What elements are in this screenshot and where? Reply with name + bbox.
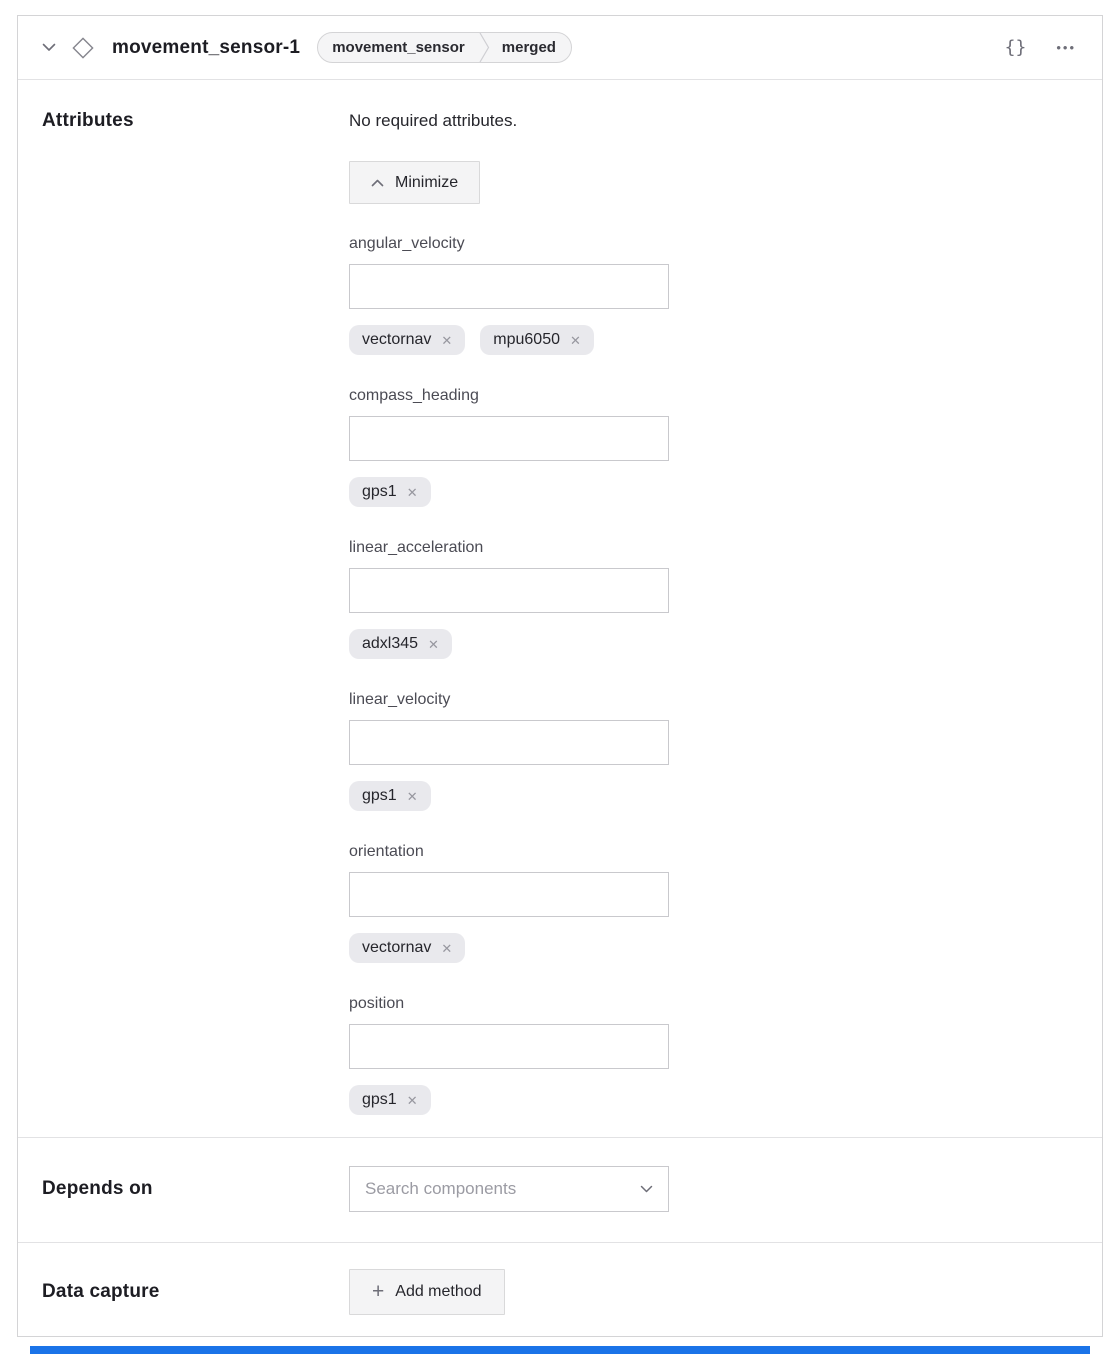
attributes-section-label: Attributes [42, 110, 134, 131]
attribute-field-tags [349, 1085, 669, 1115]
attribute-field-tags [349, 781, 669, 811]
attribute-field-label: angular_velocity [349, 235, 465, 252]
add-method-button[interactable] [349, 1269, 505, 1315]
depends-on-select[interactable] [349, 1166, 669, 1212]
attribute-field [349, 233, 669, 355]
attribute-field [349, 385, 669, 507]
component-tag [349, 933, 465, 963]
attribute-field-input[interactable] [349, 264, 669, 309]
attribute-field-input[interactable] [349, 568, 669, 613]
component-tag-label: gps1 [362, 1091, 397, 1108]
movement-sensor-diamond-icon [71, 36, 95, 60]
component-tag [349, 781, 431, 811]
component-tag [349, 325, 465, 355]
badge-model-label: merged [501, 39, 556, 56]
select-chevron-down-icon [640, 1185, 653, 1193]
attribute-field-label: position [349, 995, 405, 1012]
tag-close-icon[interactable]: ✕ [441, 940, 453, 956]
attribute-field-input[interactable] [349, 416, 669, 461]
component-card [17, 15, 1103, 1337]
component-tag-label: adxl345 [362, 635, 419, 652]
attribute-field-label: linear_acceleration [349, 539, 484, 556]
attributes-section [18, 80, 1102, 1137]
attribute-field [349, 993, 669, 1115]
minimize-button-label: Minimize [395, 173, 459, 191]
tag-close-icon[interactable]: ✕ [406, 1092, 418, 1108]
attribute-field [349, 537, 669, 659]
plus-icon: + [372, 1279, 385, 1303]
attribute-field-tags [349, 629, 669, 659]
component-card-header [18, 16, 1102, 80]
no-required-attributes-text: No required attributes. [349, 111, 518, 130]
depends-on-section-label: Depends on [42, 1178, 153, 1199]
bottom-accent-bar [30, 1346, 1090, 1354]
component-tag-label: vectornav [362, 939, 432, 956]
component-title: movement_sensor-1 [112, 36, 301, 58]
component-tag-label: gps1 [362, 787, 397, 804]
component-tag-label: mpu6050 [493, 331, 560, 348]
badge-type-label: movement_sensor [332, 39, 465, 56]
attribute-field-input[interactable] [349, 720, 669, 765]
badge-divider-chevron-icon [479, 33, 490, 62]
attribute-field-tags [349, 325, 669, 355]
minimize-button[interactable] [349, 161, 480, 204]
overflow-menu-icon[interactable]: ••• [1056, 40, 1076, 55]
attribute-field-tags [349, 933, 669, 963]
tag-close-icon[interactable]: ✕ [406, 484, 418, 500]
attribute-field [349, 841, 669, 963]
attribute-field-label: orientation [349, 843, 424, 860]
attribute-fields [349, 233, 669, 1115]
component-type-badge [317, 32, 572, 63]
code-braces-icon[interactable]: {} [1004, 36, 1027, 58]
data-capture-section [18, 1242, 1102, 1342]
component-tag [349, 629, 452, 659]
tag-close-icon[interactable]: ✕ [428, 636, 439, 652]
attribute-field-input[interactable] [349, 872, 669, 917]
tag-close-icon[interactable]: ✕ [441, 332, 453, 348]
tag-close-icon[interactable]: ✕ [406, 788, 418, 804]
attribute-field-input[interactable] [349, 1024, 669, 1069]
component-tag-label: vectornav [362, 331, 432, 348]
data-capture-section-label: Data capture [42, 1281, 160, 1302]
tag-close-icon[interactable]: ✕ [570, 332, 581, 348]
attribute-field-label: compass_heading [349, 387, 479, 404]
depends-on-placeholder: Search components [365, 1179, 517, 1198]
attribute-field [349, 689, 669, 811]
component-tag [480, 325, 594, 355]
chevron-up-icon [371, 179, 384, 187]
component-tag [349, 1085, 431, 1115]
attribute-field-label: linear_velocity [349, 691, 451, 708]
component-tag [349, 477, 431, 507]
collapse-chevron-down-icon[interactable] [42, 43, 56, 52]
attribute-field-tags [349, 477, 669, 507]
component-tag-label: gps1 [362, 483, 397, 500]
add-method-button-label: Add method [395, 1283, 482, 1300]
depends-on-section [18, 1137, 1102, 1242]
attributes-content [349, 110, 669, 1115]
